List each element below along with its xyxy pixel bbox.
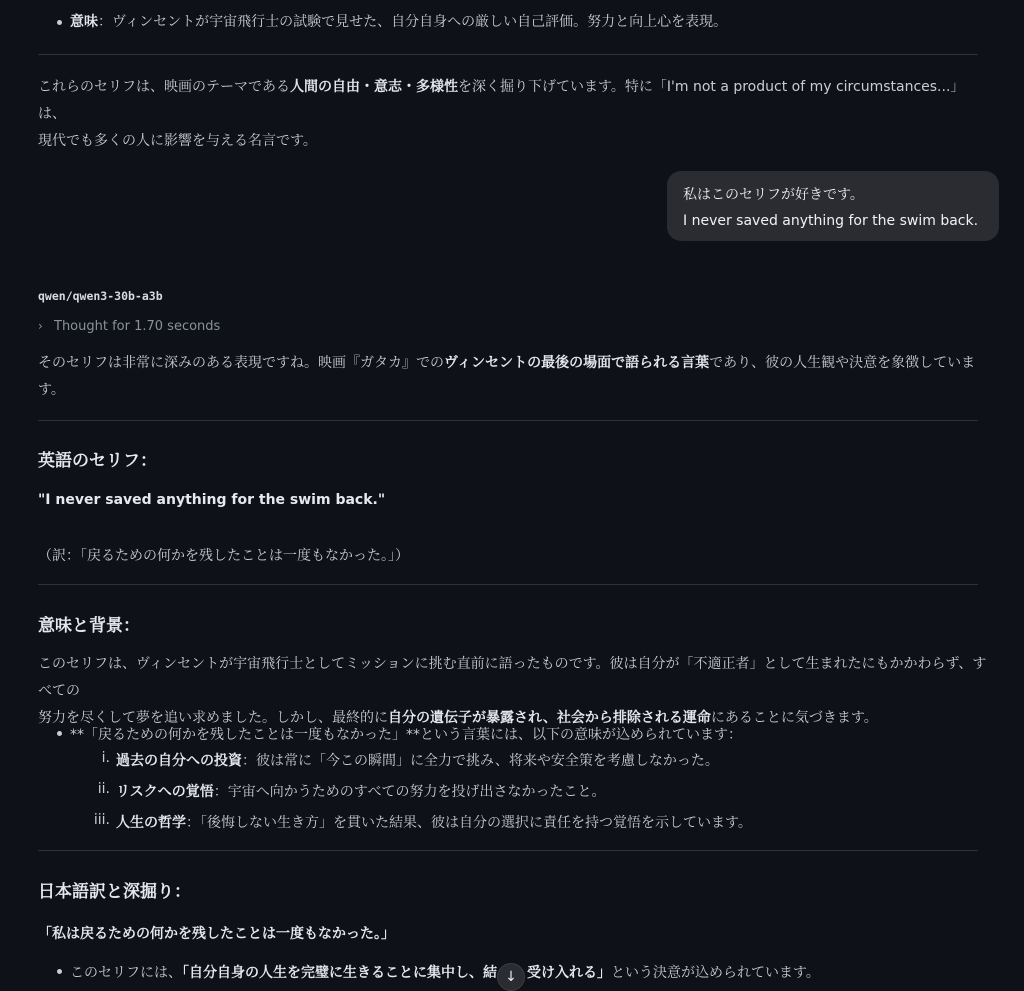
- japanese-quote: 「私は戻るための何かを残したことは一度もなかった。」: [38, 926, 395, 942]
- divider: [38, 584, 978, 585]
- response-intro: そのセリフは非常に深みのある表現ですね。映画『ガタカ』でのヴィンセントの最後の場面で語られる言葉であり、彼の人生観や決意を象徴していま す。: [38, 355, 976, 398]
- translation: （訳：「戻るための何かを残したことは一度もなかった。」）: [38, 548, 409, 564]
- model-name: qwen/qwen3-30b-a3b: [38, 289, 163, 303]
- user-message-line: I never saved anything for the swim back.: [683, 213, 979, 229]
- meaning-paragraph: このセリフは、ヴィンセントが宇宙飛行士としてミッションに挑む直前に語ったものです。彼は自分が「不適正者」として生まれたにもかかわらず、すべての 努力を尽くして夢を追い求めました。しかし、最終的に自分の遺伝子が暴露され、社会から排除される運命にあることに気づきます。: [38, 656, 987, 726]
- divider: [38, 54, 978, 55]
- list-bullet: [57, 969, 62, 974]
- section-heading: 日本語訳と深掘り：: [38, 882, 191, 902]
- user-message-line: 私はこのセリフが好きです。: [683, 187, 864, 203]
- thought-toggle[interactable]: [38, 319, 220, 334]
- divider: [38, 420, 978, 421]
- summary-paragraph: これらのセリフは、映画のテーマである人間の自由・意志・多様性を深く掘り下げています。特に「I'm not a product of my circumstances...」は、 現代でも多くの人に影響を与える名言です。: [38, 79, 965, 149]
- list-item: このセリフには、「自分自身の人生を完璧に生きることに集中し、結 受け入れる」という決意が込められています。: [70, 965, 820, 981]
- chevron-right-icon: ›: [38, 319, 43, 333]
- section-heading: 英語のセリフ：: [38, 451, 157, 471]
- user-message-bubble: [667, 171, 999, 241]
- list-item: 意味：ヴィンセントが宇宙飛行士の試験で見せた、自分自身への厳しい自己評価。努力と向上心を表現。: [70, 14, 728, 30]
- list-bullet: [57, 731, 62, 736]
- divider: [38, 850, 978, 851]
- english-quote: "I never saved anything for the swim back.": [38, 492, 386, 508]
- list-bullet: [57, 20, 62, 25]
- scroll-down-icon[interactable]: ↓: [497, 963, 525, 991]
- list-item: **「戻るための何かを残したことは一度もなかった」**という言葉には、以下の意味が込められています：: [70, 727, 742, 743]
- section-heading: 意味と背景：: [38, 616, 140, 636]
- thought-label: Thought for 1.70 seconds: [54, 319, 221, 334]
